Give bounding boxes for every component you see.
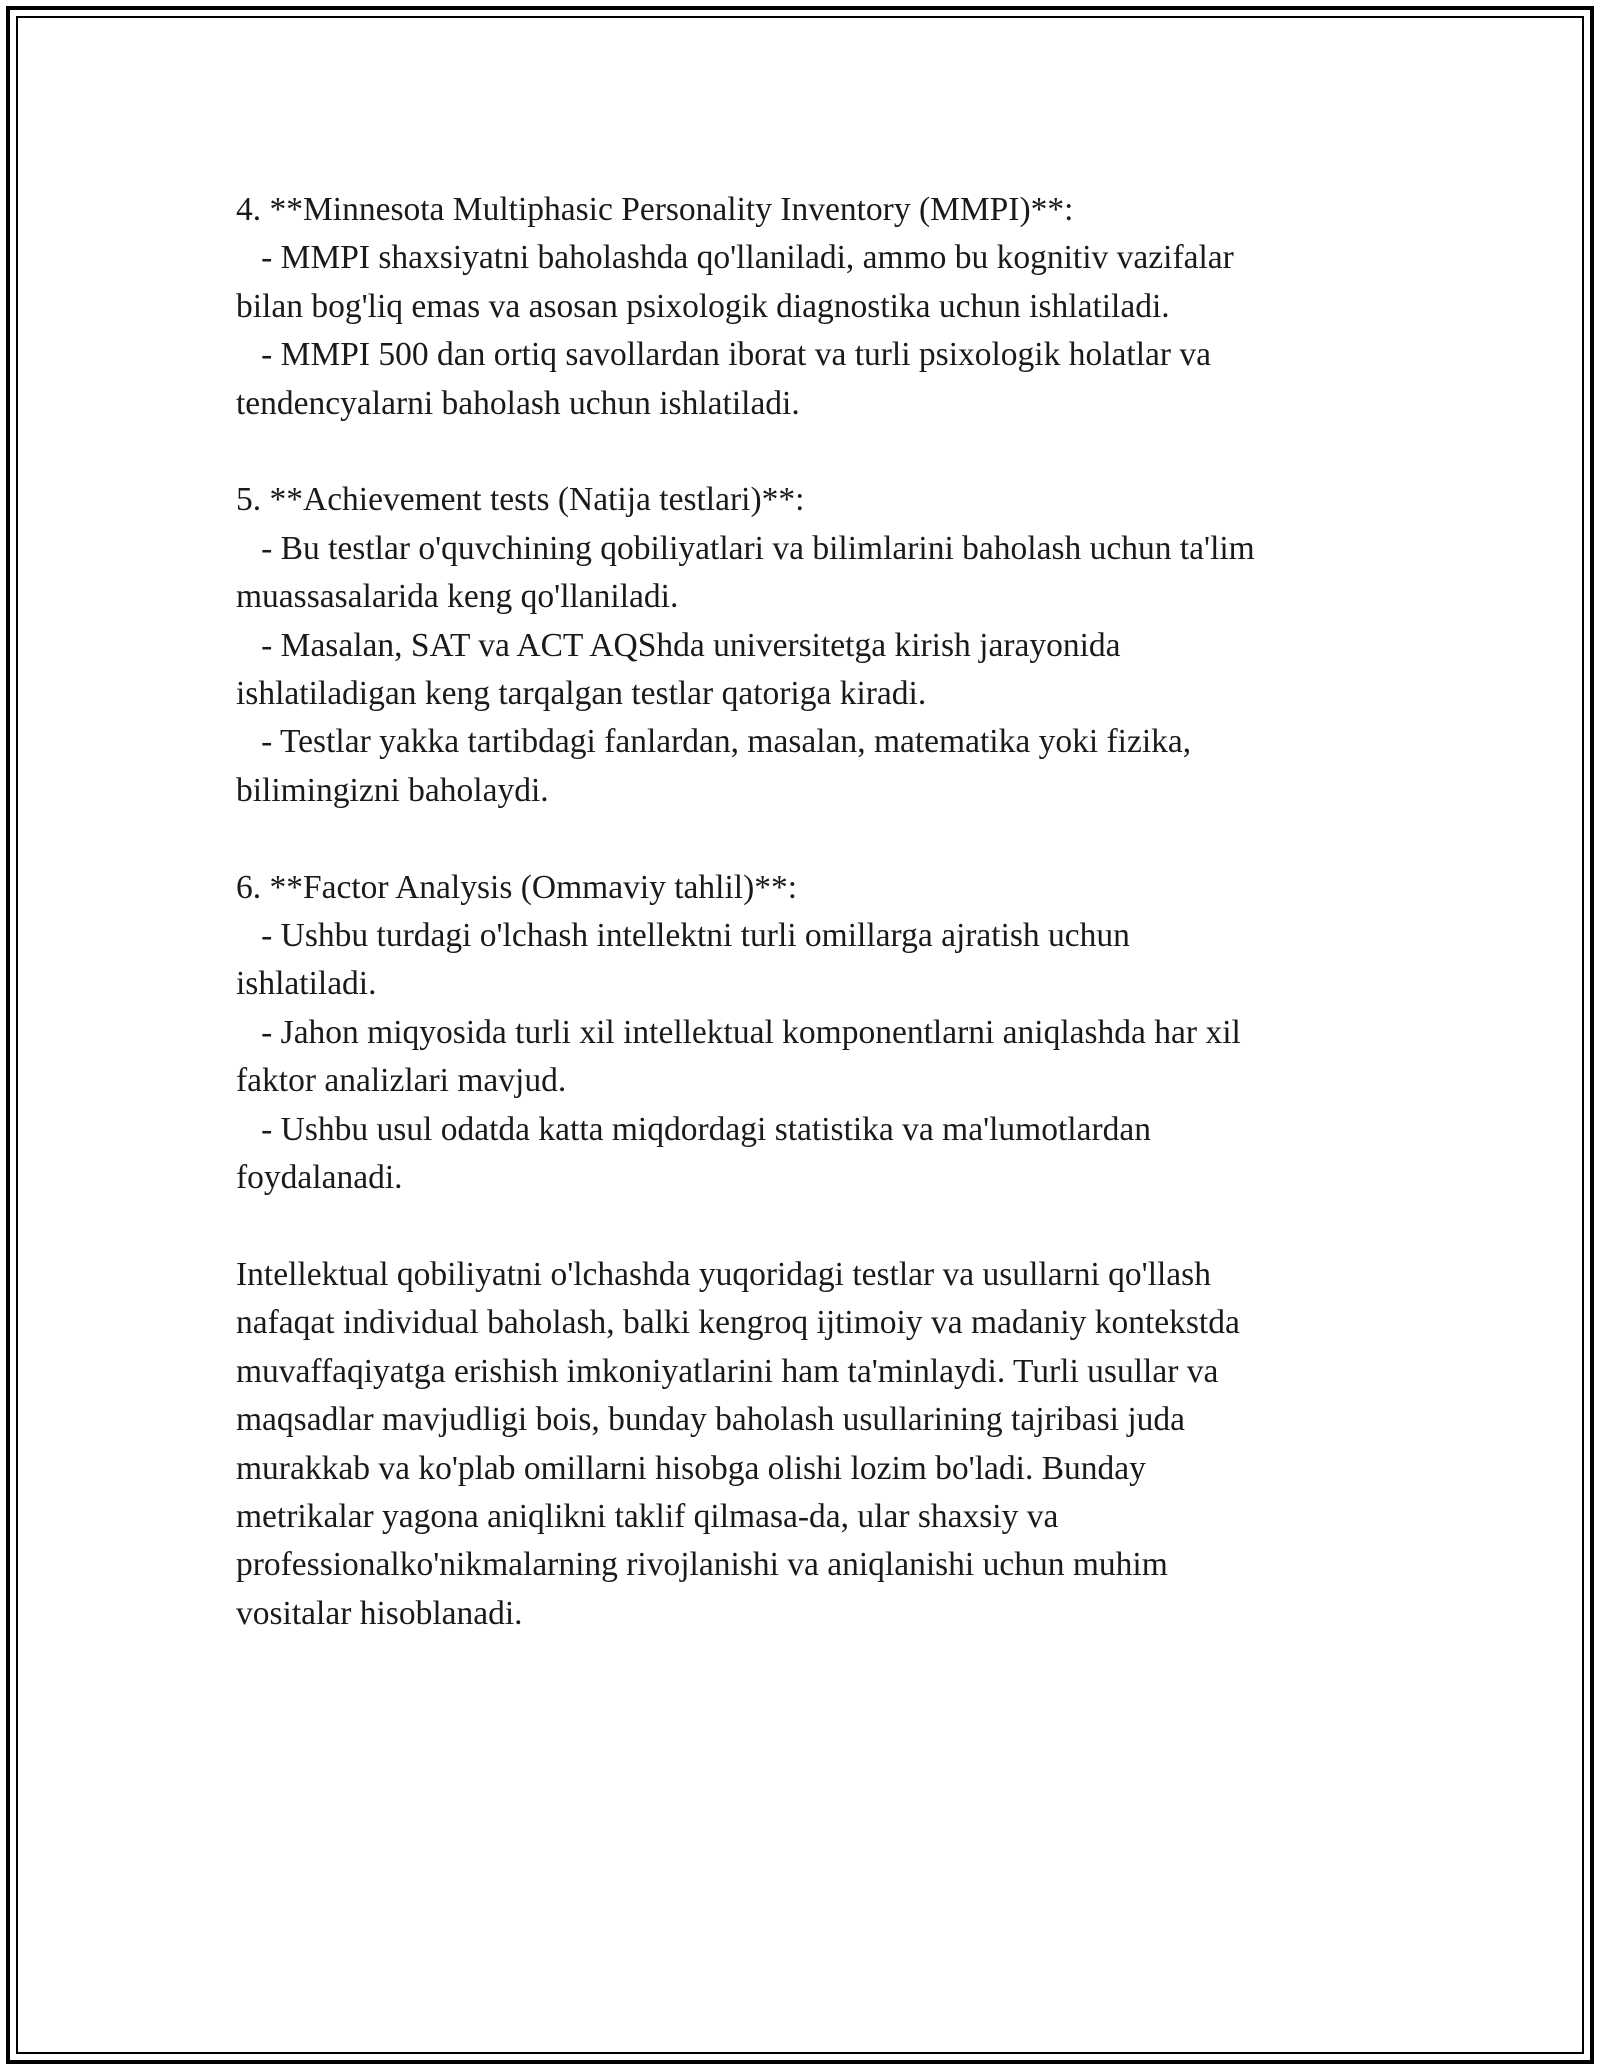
section-achievement-tests: [236, 476, 1386, 815]
text-line: - Testlar yakka tartibdagi fanlardan, masalan, matematika yoki fizika,: [236, 723, 1192, 761]
text-line: muvaffaqiyatga erishish imkoniyatlarini ham ta'minlaydi. Turli usullar va: [236, 1352, 1219, 1390]
section-factor-analysis: [236, 864, 1386, 1203]
paragraph-gap: [236, 428, 1386, 476]
section-heading: 4. **Minnesota Multiphasic Personality Inventory (MMPI)**:: [236, 191, 1074, 228]
section-mmpi: [236, 186, 1386, 428]
paragraph-gap: [236, 1203, 1386, 1251]
text-line: bilan bog'liq emas va asosan psixologik diagnostika uchun ishlatiladi.: [236, 287, 1170, 325]
text-line: tendencyalarni baholash uchun ishlatiladi.: [236, 384, 800, 422]
text-line: ishlatiladigan keng tarqalgan testlar qatoriga kiradi.: [236, 675, 927, 713]
text-line: - Ushbu usul odatda katta miqdordagi statistika va ma'lumotlardan: [236, 1110, 1152, 1148]
paragraph-gap: [236, 815, 1386, 863]
text-line: - Jahon miqyosida turli xil intellektual komponentlarni aniqlashda har xil: [236, 1013, 1241, 1051]
text-line: - MMPI 500 dan ortiq savollardan iborat va turli psixologik holatlar va: [236, 336, 1212, 374]
text-line: - Ushbu turdagi o'lchash intellektni turli omillarga ajratish uchun: [236, 917, 1130, 955]
text-line: bilimingizni baholaydi.: [236, 771, 549, 809]
section-heading: 6. **Factor Analysis (Ommaviy tahlil)**:: [236, 868, 798, 906]
text-line: professionalko'nikmalarning rivojlanishi va aniqlanishi uchun muhim: [236, 1546, 1168, 1584]
text-line: foydalanadi.: [236, 1159, 403, 1197]
text-line: faktor analizlari mavjud.: [236, 1062, 567, 1100]
text-line: metrikalar yagona aniqlikni taklif qilmasa-da, ular shaxsiy va: [236, 1497, 1059, 1535]
text-line: - Bu testlar o'quvchining qobiliyatlari va bilimlarini baholash uchun ta'lim: [236, 529, 1255, 567]
document-body: [236, 186, 1386, 1638]
text-line: murakkab va ko'plab omillarni hisobga olishi lozim bo'ladi. Bunday: [236, 1449, 1146, 1487]
text-line: muassasalarida keng qo'llaniladi.: [236, 578, 679, 616]
section-heading: 5. **Achievement tests (Natija testlari)**:: [236, 481, 805, 519]
text-line: nafaqat individual baholash, balki kengroq ijtimoiy va madaniy kontekstda: [236, 1304, 1240, 1342]
section-conclusion: [236, 1251, 1386, 1638]
text-line: maqsadlar mavjudligi bois, bunday baholash usullarining tajribasi juda: [236, 1401, 1185, 1439]
text-line: Intellektual qobiliyatni o'lchashda yuqoridagi testlar va usullarni qo'llash: [236, 1255, 1211, 1293]
text-line: - MMPI shaxsiyatni baholashda qo'llaniladi, ammo bu kognitiv vazifalar: [236, 239, 1234, 277]
text-line: vositalar hisoblanadi.: [236, 1594, 523, 1632]
text-line: ishlatiladi.: [236, 965, 377, 1003]
text-line: - Masalan, SAT va ACT AQShda universitetga kirish jarayonida: [236, 626, 1121, 664]
